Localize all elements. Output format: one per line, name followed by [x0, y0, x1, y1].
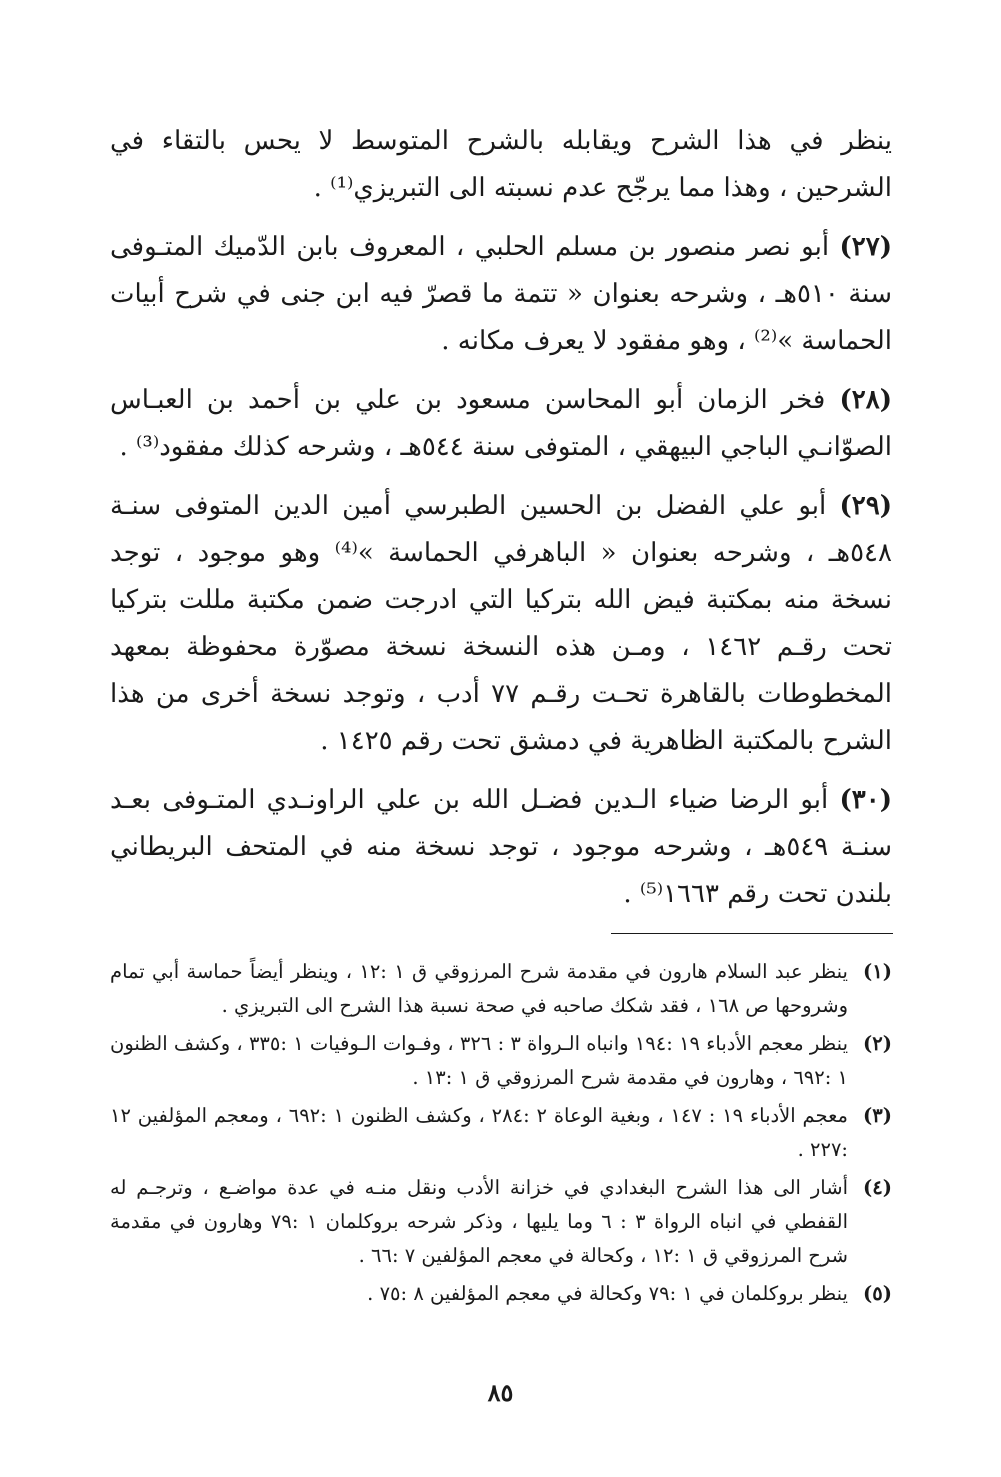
- entry-29: [110, 483, 892, 765]
- paragraph-text: ينظر في هذا الشرح ويقابله بالشرح المتوسط لا يحس بالتقاء في الشرحين ، وهذا مما يرجّح عدم نسبته الى التبريزي⁽¹⁾ .: [110, 126, 892, 203]
- entry-number: (٢٨): [839, 385, 893, 415]
- entry-text: أبو نصر منصور بن مسلم الحلبي ، المعروف بابن الدّميك المتـوفى سنة ٥١٠هـ ، وشرحه بعنوان « تتمة ما قصرّ فيه ابن جنى في شرح أبيات الحماسة »⁽²⁾ ، وهو مفقود لا يعرف مكانه .: [110, 232, 892, 356]
- main-text: [110, 118, 892, 918]
- entry-27: [110, 224, 892, 365]
- entry-text: أبو علي الفضل بن الحسين الطبرسي أمين الدين المتوفى سنـة ٥٤٨هـ ، وشرحه بعنوان « الباهرفي الحماسة »⁽⁴⁾ وهو موجود ، توجد نسخة منه بمكتبة فيض الله بتركيا التي ادرجت ضمن مكتبة مللت بتركيا تحت رقـم ١٤٦٢ ، ومـن هذه النسخة نسخة مصوّرة محفوظة بمعهد المخطوطات بالقاهرة تحـت رقـم ٧٧ أدب ، وتوجد نسخة أخرى من هذا الشرح بالمكتبة الظاهرية في دمشق تحت رقم ١٤٢٥ .: [110, 491, 892, 756]
- footnote-mark: (٤): [863, 1176, 892, 1199]
- entry-text: فخر الزمان أبو المحاسن مسعود بن علي بن أحمد بن العبـاس الصوّانـي الباجي البيهقي ، المتوفى سنة ٥٤٤هـ ، وشرحه كذلك مفقود⁽³⁾ .: [110, 385, 892, 462]
- footnote-3: [110, 1099, 892, 1167]
- paragraph-continuation: [110, 118, 892, 212]
- footnote-5: [110, 1277, 892, 1311]
- footnote-text: ينظر بروكلمان في ١ :٧٩ وكحالة في معجم المؤلفين ٨ :٧٥ .: [367, 1282, 848, 1305]
- footnote-4: [110, 1171, 892, 1273]
- footnote-text: ينظر عبد السلام هارون في مقدمة شرح المرزوقي ق ١ :١٢ ، وينظر أيضاً حماسة أبي تمام وشروحها ص ١٦٨ ، فقد شكك صاحبه في صحة نسبة هذا الشرح الى التبريزي .: [110, 960, 848, 1017]
- entry-number: (٣٠): [839, 785, 893, 815]
- footnote-mark: (٥): [863, 1282, 892, 1305]
- entry-number: (٢٧): [839, 232, 893, 262]
- entry-text: أبو الرضا ضياء الـدين فضـل الله بن علي الراونـدي المتـوفى بعـد سنـة ٥٤٩هـ ، وشرحه موجود ، توجد نسخة منه في المتحف البريطاني بلندن تحت رقم ١٦٦٣⁽⁵⁾ .: [110, 785, 893, 909]
- footnote-mark: (٣): [863, 1104, 892, 1127]
- footnote-text: ينظر معجم الأدباء ١٩ :١٩٤ وانباه الـرواة ٣ : ٣٢٦ ، وفـوات الـوفيات ١ :٣٣٥ ، وكشف الظنون ١ :٦٩٢ ، وهارون في مقدمة شرح المرزوقي ق ١ :١٣ .: [110, 1032, 848, 1089]
- entry-28: [110, 377, 892, 471]
- footnote-1: [110, 955, 892, 1023]
- page-number: ٨٥: [487, 1378, 514, 1407]
- footnote-mark: (٢): [863, 1032, 892, 1055]
- footnote-text: معجم الأدباء ١٩ : ١٤٧ ، وبغية الوعاة ٢ :٢٨٤ ، وكشف الظنون ١ :٦٩٢ ، ومعجم المؤلفين ١٢ :٢٢٧ .: [110, 1104, 848, 1161]
- footnote-text: أشار الى هذا الشرح البغدادي في خزانة الأدب ونقل منـه في عدة مواضـع ، وترجـم له القفطي في انباه الرواة ٣ : ٦ وما يليها ، وذكر شرحه بروكلمان ١ :٧٩ وهارون في مقدمة شرح المرزوقي ق ١ :١٢ ، وكحالة في معجم المؤلفين ٧ :٦٦ .: [110, 1176, 848, 1267]
- entry-30: [110, 777, 892, 918]
- footnote-2: [110, 1027, 892, 1095]
- entry-number: (٢٩): [839, 491, 892, 521]
- footnotes: [110, 955, 892, 1315]
- footnote-separator: [611, 933, 893, 934]
- footnote-mark: (١): [863, 960, 892, 983]
